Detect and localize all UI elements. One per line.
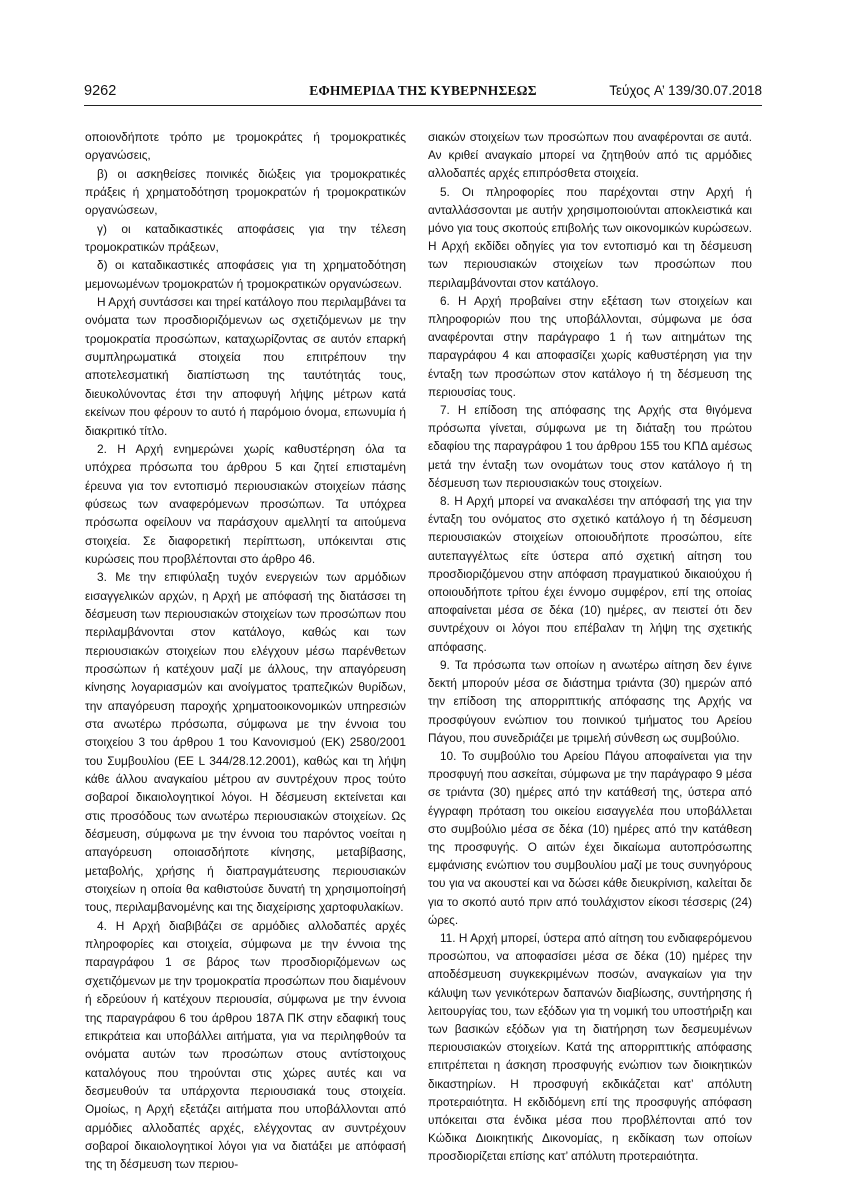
paragraph: Η Αρχή συντάσσει και τηρεί κατάλογο που περιλαμβάνει τα ονόματα των προσδιοριζόμενων ως σχετιζόμενων με την τρομοκρατία προσώπων, καταχωρίζοντας σε αυτόν επαρκή συμπληρωματικά στοιχεία που επιτρέπουν την αποτελεσματική διαπίστωση της ταυτότητάς τους, διευκολύνοντας έτσι την αποφυγή λήψης μέτρων κατά εκείνων που φέρουν το αυτό ή παρόμοιο όνομα, επωνυμία ή διακριτικό τίτλο. xyxy=(85,295,406,438)
paragraph: β) οι ασκηθείσες ποινικές διώξεις για τρομοκρατικές πράξεις ή χρηματοδότηση τρομοκρατών ή τρομοκρατικών οργανώσεων, xyxy=(85,166,406,218)
right-column xyxy=(428,128,752,1166)
paragraph: 6. Η Αρχή προβαίνει στην εξέταση των στοιχείων και πληροφοριών που της υποβάλλονται, σύμφωνα με όσα αναφέρονται στην παράγραφο 1 ή των αιτημάτων της παραγράφου 4 και αποφασίζει χωρίς καθυστέρηση για την ένταξη των προσώπων στον κατάλογο ή τη δέσμευση της περιουσίας τους. xyxy=(428,293,752,399)
paragraph: 5. Οι πληροφορίες που παρέχονται στην Αρχή ή ανταλλάσσονται με αυτήν χρησιμοποιούνται αποκλειστικά και μόνο για τους σκοπούς επιβολής των οικονομικών κυρώσεων. Η Αρχή εκδίδει οδηγίες για τον εντοπισμό και τη δέσμευση των περιουσιακών στοιχείων των προσώπων που περιλαμβάνονται στον κατάλογο. xyxy=(428,184,752,290)
issue-info: Τεύχος A’ 139/30.07.2018 xyxy=(609,83,762,98)
paragraph: 2. Η Αρχή ενημερώνει χωρίς καθυστέρηση όλα τα υπόχρεα πρόσωπα του άρθρου 5 και ζητεί επισταμένη έρευνα για τον εντοπισμό περιουσιακών στοιχείων πάσης φύσεως των αναφερόμενων προσώπων. Τα υπόχρεα πρόσωπα οφείλουν να παράσχουν αμελλητί τα αιτούμενα στοιχεία. Σε διαφορετική περίπτωση, υπόκεινται στις κυρώσεις που προβλέπονται στο άρθρο 46. xyxy=(85,441,406,566)
paragraph: γ) οι καταδικαστικές αποφάσεις για την τέλεση τρομοκρατικών πράξεων, xyxy=(85,221,406,255)
paragraph: 8. Η Αρχή μπορεί να ανακαλέσει την απόφασή της για την ένταξη του ονόματος στο σχετικό κατάλογο ή τη δέσμευση περιουσιακών στοιχείων οποιουδήποτε προσώπου, είτε αυτεπαγγέλτως είτε ύστερα από σχετική αίτηση του προσδιοριζόμενου στην απόφαση πραγματικού δικαιούχου ή οποιουδήποτε τρίτου έχει έννομο συμφέρον, επί της οποίας αποφαίνεται μέσα σε δέκα (10) ημέρες, αν πειστεί ότι δεν συντρέχουν οι λόγοι που επέβαλαν τη λήψη της σχετικής απόφασης. xyxy=(428,494,752,654)
paragraph: 10. Το συμβούλιο του Αρείου Πάγου αποφαίνεται για την προσφυγή που ασκείται, σύμφωνα με την παράγραφο 9 μέσα σε τριάντα (30) ημέρες από την κατάθεσή της, ύστερα από έγγραφη πρόταση του οικείου εισαγγελέα που υποβάλλεται στο συμβούλιο μέσα σε δέκα (10) ημέρες από την κατάθεση της προσφυγής. Ο αιτών έχει δικαίωμα αυτοπρόσωπης εμφάνισης ενώπιον του συμβουλίου μαζί με τους συνηγόρους του για να ακουστεί και να δώσει κάθε διευκρίνιση, καλείται δε για το σκοπό αυτό πριν από τουλάχιστον είκοσι τέσσερις (24) ώρες. xyxy=(428,748,752,927)
paragraph: δ) οι καταδικαστικές αποφάσεις για τη χρηματοδότηση μεμονωμένων τρομοκρατών ή τρομοκρατικών οργανώσεων. xyxy=(85,258,406,291)
paragraph: 7. Η επίδοση της απόφασης της Αρχής στα θιγόμενα πρόσωπα γίνεται, σύμφωνα με τη διάταξη του πρώτου εδαφίου της παραγράφου 1 του άρθρου 155 του ΚΠΔ αμέσως μετά την ένταξη των ονομάτων τους στον κατάλογο ή τη δέσμευση των περιουσιακών τους στοιχείων. xyxy=(428,403,752,490)
paragraph: 11. Η Αρχή μπορεί, ύστερα από αίτηση του ενδιαφερόμενου προσώπου, να αποφασίσει μέσα σε δέκα (10) ημέρες την αποδέσμευση συγκεκριμένων ποσών, αναγκαίων για την κάλυψη των γενικότερων δαπανών διαβίωσης, συντήρησης ή λειτουργίας του, των εξόδων για τη νομική του υποστήριξη και των βασικών εξόδων για τη διατήρηση των δεσμευμένων περιουσιακών στοιχείων. Κατά της απορριπτικής απόφασης επιτρέπεται η άσκηση προσφυγής ενώπιον των διοικητικών δικαστηρίων. Η προσφυγή εκδικάζεται κατ’ απόλυτη προτεραιότητα. Η εκδιδόμενη επί της προσφυγής απόφαση υπόκειται στα ένδικα μέσα που προβλέπονται από τον Κώδικα Διοικητικής Δικονομίας, η εκδίκαση των οποίων προσδιορίζεται επίσης κατ’ απόλυτη προτεραιότητα. xyxy=(428,930,752,1164)
paragraph: 4. Η Αρχή διαβιβάζει σε αρμόδιες αλλοδαπές αρχές πληροφορίες και στοιχεία, σύμφωνα με την έννοια της παραγράφου 1 σε βάρος των προσδιοριζόμενων ως σχετιζόμενων με την τρομοκρατία προσώπων που διαμένουν ή εδρεύουν ή κατέχουν περιουσία, σύμφωνα με την έννοια της παραγράφου 6 του άρθρου 187Α ΠΚ στην εδαφική τους επικράτεια και υποβάλλει αιτήματα, για να περιληφθούν τα ονόματα αυτών των προσώπων στους αντίστοιχους καταλόγους που τηρούνται στις χώρες αυτές και να δεσμευθούν τα υπάρχοντα περιουσιακά τους στοιχεία. Ομοίως, η Αρχή εξετάζει αιτήματα που υποβάλλονται από αρμόδιες αλλοδαπές αρχές, ελέγχοντας αν συντρέχουν σοβαροί δικαιολογητικοί λόγοι για να διατάξει με απόφασή της τη δέσμευση των περιου- xyxy=(85,918,406,1172)
gazette-title: ΕΦΗΜΕΡΙΔΑ ΤΗΣ ΚΥΒΕΡΝΗΣΕΩΣ xyxy=(309,83,537,98)
page-header xyxy=(84,83,762,105)
paragraph: 9. Τα πρόσωπα των οποίων η ανωτέρω αίτηση δεν έγινε δεκτή μπορούν μέσα σε διάστημα τριάντα (30) ημερών από την επίδοση της απορριπτικής απόφασης της Αρχής να προσφύγουν ενώπιον του ποινικού τμήματος του Αρείου Πάγου, που συνεδριάζει με τριμελή σύνθεση ως συμβούλιο. xyxy=(428,657,752,745)
left-column xyxy=(85,128,406,1174)
page-number: 9262 xyxy=(84,83,117,99)
header-divider xyxy=(84,105,762,106)
paragraph: 3. Με την επιφύλαξη τυχόν ενεργειών των αρμόδιων εισαγγελικών αρχών, η Αρχή με απόφασή της διατάσσει τη δέσμευση των περιουσιακών στοιχείων των προσώπων που περιλαμβάνονται στον κατάλογο, καθώς και των περιουσιακών στοιχείων που ελέγχουν μέσω παρένθετων προσώπων ή κατέχουν μαζί με άλλους, την απαγόρευση κίνησης λογαριασμών και ανοίγματος τραπεζικών θυρίδων, την απαγόρευση παροχής χρηματοοικονομικών υπηρεσιών στα ανωτέρω πρόσωπα, σύμφωνα με την έννοια του στοιχείου 3 του άρθρου 1 του Κανονισμού (ΕΚ) 2580/2001 του Συμβουλίου (ΕΕ L 344/28.12.2001), καθώς και τη λήψη κάθε άλλου αναγκαίου μέτρου αν συντρέχουν προς τούτο σοβαροί δικαιολογητικοί λόγοι. Η δέσμευση εκτείνεται και στις προσόδους των ανωτέρω περιουσιακών στοιχείων. Ως δέσμευση, σύμφωνα με την έννοια του παρόντος νοείται η απαγόρευση οποιασδήποτε κίνησης, μεταβίβασης, μεταβολής, χρήσης ή διαπραγμάτευσης περιουσιακών στοιχείων η οποία θα καθιστούσε δυνατή τη χρησιμοποίησή τους, περιλαμβανομένης και της διαχείρισης χαρτοφυλακίων. xyxy=(85,570,406,915)
paragraph: σιακών στοιχείων των προσώπων που αναφέρονται σε αυτά. Αν κριθεί αναγκαίο μπορεί να ζητηθούν από τις αρμόδιες αλλοδαπές αρχές επιπρόσθετα στοιχεία. xyxy=(428,130,752,181)
paragraph: οποιονδήποτε τρόπο με τρομοκράτες ή τρομοκρατικές οργανώσεις, xyxy=(85,130,406,163)
